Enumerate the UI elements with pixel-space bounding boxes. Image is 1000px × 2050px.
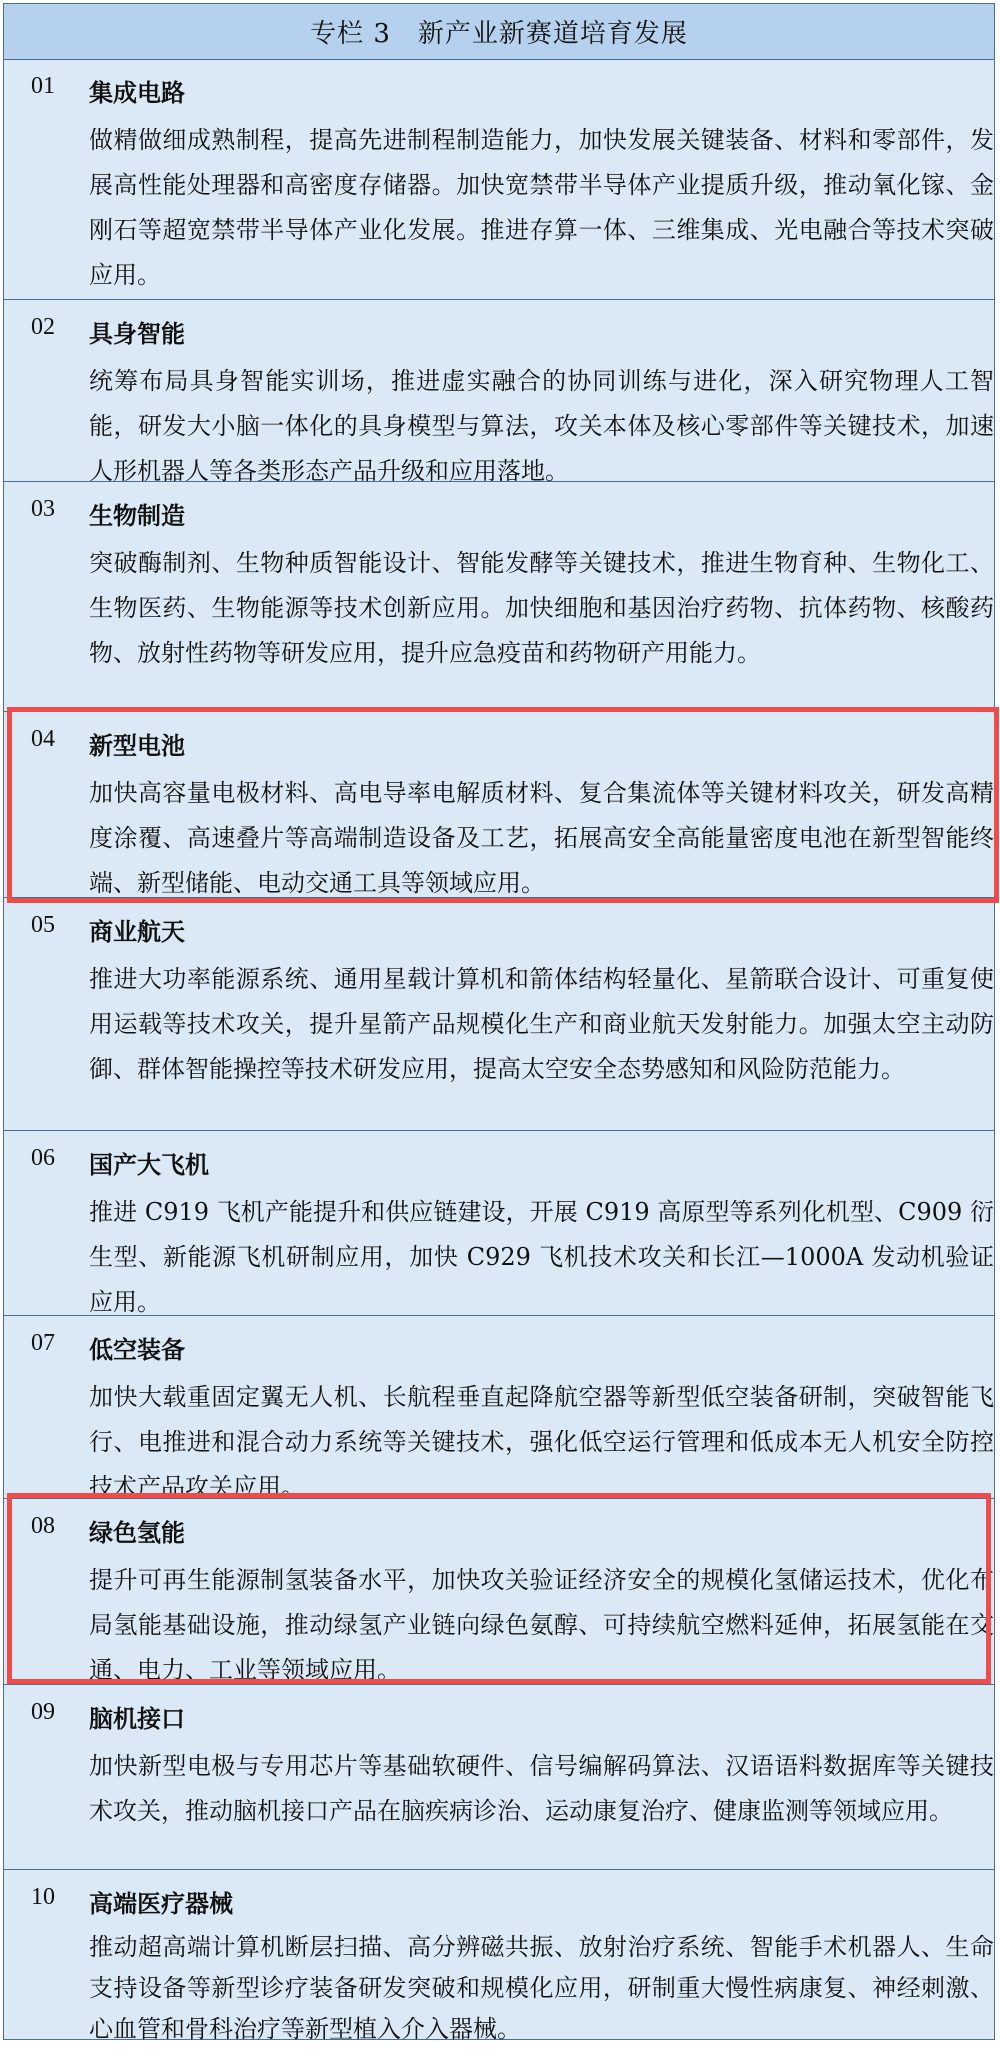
section-title: 绿色氢能: [89, 1518, 185, 1547]
section-number: 03: [31, 496, 55, 522]
section-title: 低空装备: [89, 1335, 185, 1364]
section-02: [4, 300, 994, 485]
section-title: 脑机接口: [89, 1704, 185, 1733]
section-title: 具身智能: [89, 319, 185, 348]
section-body: 推进大功率能源系统、通用星载计算机和箭体结构轻量化、星箭联合设计、可重复使用运载等技术攻关，提升星箭产品规模化生产和商业航天发射能力。加强太空主动防御、群体智能操控等技术研发应用，提高太空安全态势感知和风险防范能力。: [89, 965, 994, 1083]
section-09: [4, 1685, 994, 1870]
section-body: 统筹布局具身智能实训场，推进虚实融合的协同训练与进化，深入研究物理人工智能，研发大小脑一体化的具身模型与算法，攻关本体及核心零部件等关键技术，加速人形机器人等各类形态产品升级和应用落地。: [89, 367, 994, 485]
section-number: 01: [31, 73, 55, 99]
section-04: [4, 712, 994, 898]
section-05: [4, 898, 994, 1131]
section-body: 加快高容量电极材料、高电导率电解质材料、复合集流体等关键材料攻关，研发高精度涂覆、高速叠片等高端制造设备及工艺，拓展高安全高能量密度电池在新型智能终端、新型储能、电动交通工具等领域应用。: [89, 779, 994, 897]
section-body: 做精做细成熟制程，提高先进制程制造能力，加快发展关键装备、材料和零部件，发展高性能处理器和高密度存储器。加快宽禁带半导体产业提质升级，推动氧化镓、金刚石等超宽禁带半导体产业化发展。推进存算一体、三维集成、光电融合等技术突破应用。: [89, 126, 994, 289]
section-title: 商业航天: [89, 917, 185, 946]
section-number: 04: [31, 726, 55, 752]
section-number: 02: [31, 314, 55, 340]
box-title: 专栏 3 新产业新赛道培育发展: [310, 19, 688, 49]
section-number: 05: [31, 912, 55, 938]
section-body: 提升可再生能源制氢装备水平，加快攻关验证经济安全的规模化氢储运技术，优化布局氢能基础设施，推动绿氢产业链向绿色氨醇、可持续航空燃料延伸，拓展氢能在交通、电力、工业等领域应用。: [89, 1566, 994, 1684]
section-number: 08: [31, 1513, 55, 1539]
section-title: 国产大飞机: [89, 1150, 209, 1179]
section-title: 生物制造: [89, 501, 185, 530]
section-number: 10: [31, 1884, 55, 1910]
section-07: [4, 1316, 994, 1499]
section-title: 集成电路: [89, 78, 185, 107]
section-number: 09: [31, 1699, 55, 1725]
section-body: 推进 C919 飞机产能提升和供应链建设，开展 C919 高原型等系列化机型、C909 衍生型、新能源飞机研制应用，加快 C929 飞机技术攻关和长江—1000A 发动机验证应用。: [89, 1198, 994, 1316]
section-01: [4, 59, 994, 300]
section-10: [4, 1870, 994, 2043]
section-number: 06: [31, 1145, 55, 1171]
section-body: 加快大载重固定翼无人机、长航程垂直起降航空器等新型低空装备研制，突破智能飞行、电推进和混合动力系统等关键技术，强化低空运行管理和低成本无人机安全防控技术产品攻关应用。: [89, 1383, 994, 1501]
box-header: [4, 4, 994, 60]
feature-box: [3, 3, 995, 2043]
section-06: [4, 1131, 994, 1316]
section-03: [4, 482, 994, 712]
section-number: 07: [31, 1330, 55, 1356]
section-08: [4, 1499, 994, 1685]
section-body: 突破酶制剂、生物种质智能设计、智能发酵等关键技术，推进生物育种、生物化工、生物医药、生物能源等技术创新应用。加快细胞和基因治疗药物、抗体药物、核酸药物、放射性药物等研发应用，提升应急疫苗和药物研产用能力。: [89, 549, 994, 667]
section-body: 推动超高端计算机断层扫描、高分辨磁共振、放射治疗系统、智能手术机器人、生命支持设备等新型诊疗装备研发突破和规模化应用，研制重大慢性病康复、神经刺激、心血管和骨科治疗等新型植入介入器械。: [89, 1933, 994, 2043]
section-body: 加快新型电极与专用芯片等基础软硬件、信号编解码算法、汉语语料数据库等关键技术攻关，推动脑机接口产品在脑疾病诊治、运动康复治疗、健康监测等领域应用。: [89, 1752, 994, 1825]
section-title: 新型电池: [89, 731, 185, 760]
section-title: 高端医疗器械: [89, 1889, 233, 1918]
